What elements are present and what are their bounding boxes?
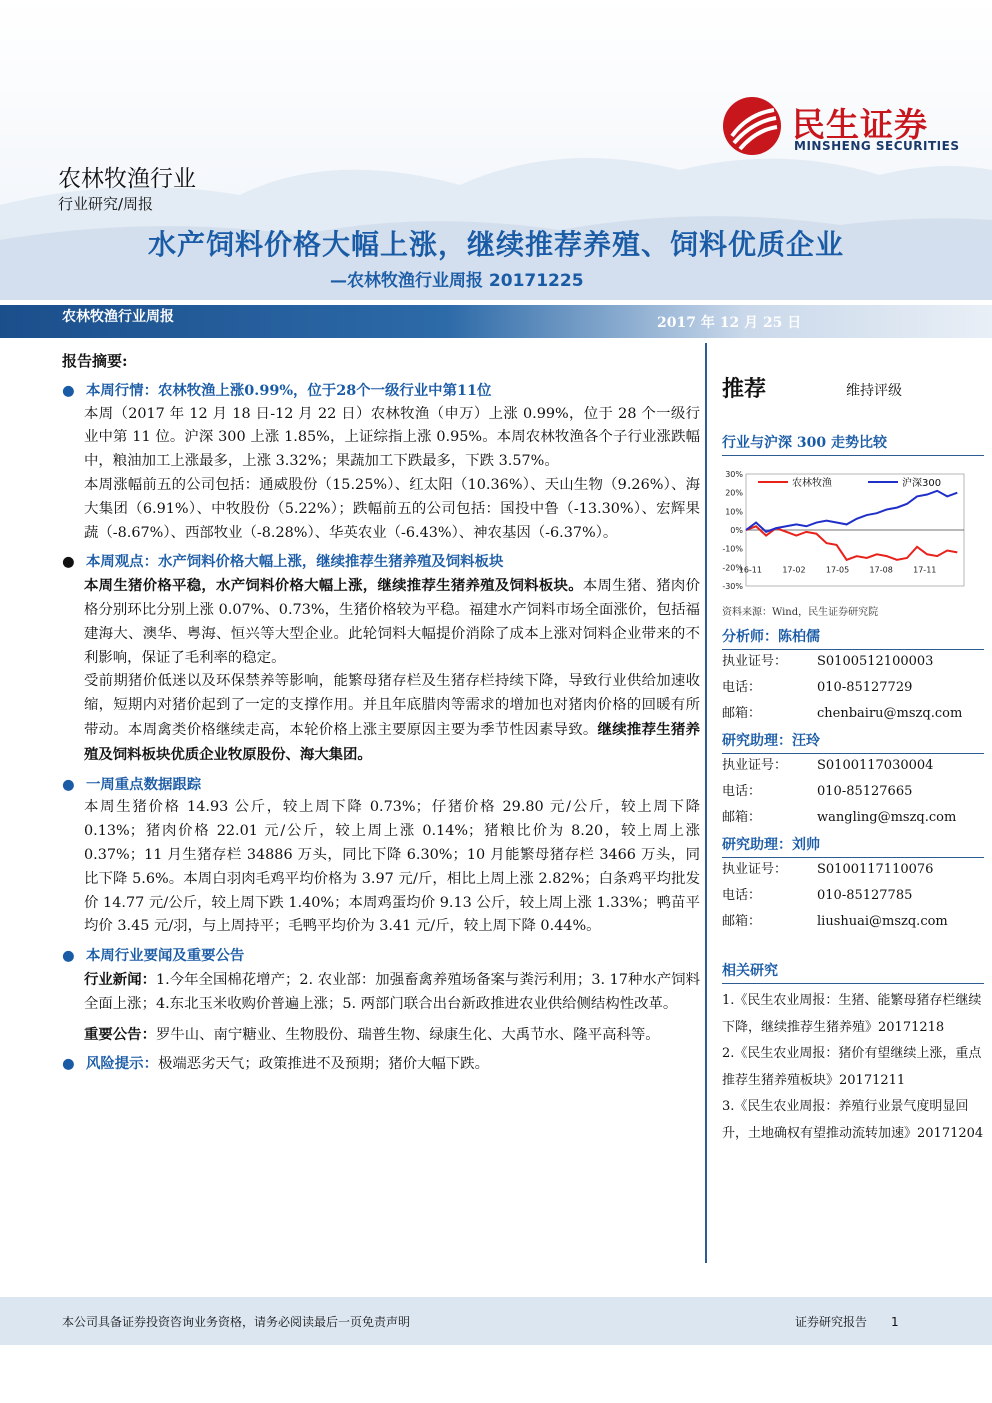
section-data xyxy=(62,773,700,797)
chart-lines xyxy=(746,491,957,560)
phone-value: 010-85127729 xyxy=(817,680,913,695)
section-view xyxy=(62,550,700,574)
related-item[interactable]: 3.《民生农业周报：养殖行业景气度明显回升，土地确权有望推动流转加速》20171204 xyxy=(722,1099,984,1141)
legend-label: 农林牧渔 xyxy=(792,478,832,489)
assistant2-title: 研究助理：刘帅 xyxy=(722,834,984,858)
rating: 推荐 xyxy=(722,377,767,402)
summary-column xyxy=(62,350,700,1077)
email-row xyxy=(722,701,984,727)
cert-label: 执业证号： xyxy=(722,862,788,877)
page-number: 1 xyxy=(891,1315,899,1329)
phone-value: 010-85127785 xyxy=(817,888,913,903)
bullet-icon: ● xyxy=(62,775,75,793)
section-news xyxy=(62,944,700,968)
report-subheadline: —农林牧渔行业周报 20171225 xyxy=(330,271,584,291)
cert-row xyxy=(722,649,984,675)
section-heading: 风险提示： xyxy=(86,1055,158,1073)
cert-value: S0100117030004 xyxy=(817,758,934,773)
email-link[interactable]: liushuai@mszq.com xyxy=(817,914,948,929)
rating-row xyxy=(722,372,984,403)
label-text: 重要公告： xyxy=(84,1025,156,1043)
email-link[interactable]: chenbairu@mszq.com xyxy=(817,706,963,721)
analyst-contact xyxy=(722,649,984,727)
paragraph xyxy=(62,1023,700,1048)
y-tick-label: 30% xyxy=(725,470,743,479)
y-tick-label: 20% xyxy=(725,488,743,498)
footer-report-label: 证券研究报告 xyxy=(795,1315,868,1329)
cert-label: 执业证号： xyxy=(722,654,788,669)
email-label: 邮箱： xyxy=(722,914,762,929)
chart-title: 行业与沪深 300 走势比较 xyxy=(722,432,984,456)
bullet-icon: ● xyxy=(62,553,75,571)
label-text: 行业新闻： xyxy=(84,970,157,988)
phone-value: 010-85127665 xyxy=(817,784,913,799)
assistant1-contact xyxy=(722,753,984,831)
section-heading: 一周重点数据跟踪 xyxy=(86,775,202,793)
x-tick-label: 17-05 xyxy=(825,565,850,575)
section-heading: 本周行业要闻及重要公告 xyxy=(86,947,245,965)
x-tick-label: 16-11 xyxy=(738,565,762,575)
x-tick-label: 17-08 xyxy=(869,565,893,575)
x-tick-label: 17-02 xyxy=(782,565,806,575)
report-date: 2017 年 12 月 25 日 xyxy=(657,315,802,331)
phone-label: 电话： xyxy=(722,680,762,695)
section-heading: 本周行情：农林牧渔上涨0.99%，位于28个一级行业中第11位 xyxy=(86,381,492,399)
section-market xyxy=(62,379,700,403)
related-list xyxy=(722,988,984,1147)
phone-label: 电话： xyxy=(722,784,762,799)
phone-label: 电话： xyxy=(722,888,762,903)
analyst-title: 分析师：陈柏儒 xyxy=(722,626,984,650)
trend-chart xyxy=(722,466,984,606)
body-text: 罗牛山、南宁糖业、生物股份、瑞普生物、绿康生化、大禹节水、隆平高科等。 xyxy=(155,1026,660,1043)
paragraph xyxy=(62,574,700,670)
phone-row xyxy=(722,675,984,701)
brand-name-en: MINSHENG SECURITIES xyxy=(794,139,960,153)
x-tick-label: 17-11 xyxy=(913,565,937,575)
y-tick-label: 10% xyxy=(725,507,743,517)
section-risk xyxy=(62,1052,700,1077)
summary-title: 报告摘要: xyxy=(62,352,128,370)
cert-row xyxy=(722,753,984,779)
y-tick-label: 0% xyxy=(730,526,743,535)
cert-value: S0100117110076 xyxy=(817,862,934,877)
related-title: 相关研究 xyxy=(722,960,984,984)
banner-report-name: 农林牧渔行业周报 xyxy=(62,309,174,325)
cert-row xyxy=(722,857,984,883)
legend-label: 沪深300 xyxy=(902,478,942,489)
footer-label xyxy=(795,1313,899,1330)
section-heading: 本周观点：水产饲料价格大幅上涨，继续推荐生猪养殖及饲料板块 xyxy=(86,553,504,571)
phone-row xyxy=(722,883,984,909)
cert-value: S0100512100003 xyxy=(817,654,934,669)
paragraph: 本周涨幅前五的公司包括：通威股份（15.25%）、红太阳（10.36%）、天山生物（9.26%）、海大集团（6.91%）、中牧股份（5.22%）；跌幅前五的公司包括：国投中鲁（-13.30%）、宏辉果蔬（-8.67%）、西部牧业（-8.28%）、华英农业（-6.43%）、神农基因（-6.37%）。 xyxy=(84,476,700,541)
series-line xyxy=(746,491,957,532)
email-label: 邮箱： xyxy=(722,810,762,825)
bullet-icon: ● xyxy=(62,1055,75,1073)
body-text: 1.今年全国棉花增产；2. 农业部：加强畜禽养殖场备案与粪污利用；3. 17种水产饲料全面上涨；4.东北玉米收购价普遍上涨；5. 两部门联合出台新政推进农业供给侧结构性改革。 xyxy=(84,971,700,1012)
report-type: 行业研究/周报 xyxy=(58,195,154,213)
risk-text: 极端恶劣天气；政策推进不及预期；猪价大幅下跌。 xyxy=(157,1056,489,1073)
paragraph xyxy=(62,968,700,1017)
assistant2-contact xyxy=(722,857,984,935)
body-text: 受前期猪价低迷以及环保禁养等影响，能繁母猪存栏及生猪存栏持续下降，导致行业供给加速收缩，短期内对猪价起到了一定的支撑作用。并且年底腊肉等需求的增加也对猪肉价格的回暖有所带动。本周禽类价格继续走高，本轮价格上涨主要原因主要为季节性因素导致。 xyxy=(84,673,700,738)
chart-source: 资料来源：Wind，民生证券研究院 xyxy=(722,607,879,618)
related-item[interactable]: 2.《民生农业周报：猪价有望继续上涨，重点推荐生猪养殖板块》20171211 xyxy=(722,1046,982,1088)
report-headline: 水产饲料价格大幅上涨，继续推荐养殖、饲料优质企业 xyxy=(147,228,844,261)
y-tick-label: -30% xyxy=(722,582,743,591)
column-divider xyxy=(705,343,707,1263)
assistant1-title: 研究助理：汪玲 xyxy=(722,730,984,754)
bullet-icon: ● xyxy=(62,381,75,399)
bullet-icon: ● xyxy=(62,947,75,965)
brand-name-cn: 民生证券 xyxy=(792,105,928,144)
y-tick-label: -20% xyxy=(722,563,743,573)
industry-title: 农林牧渔行业 xyxy=(58,166,196,192)
cert-label: 执业证号： xyxy=(722,758,788,773)
paragraph xyxy=(62,670,700,767)
email-row xyxy=(722,909,984,935)
y-tick-label: -10% xyxy=(722,544,743,554)
emphasis-text: 继续推荐生猪养殖及饲料板块优质企业牧原股份、海大集团。 xyxy=(84,720,700,763)
related-item[interactable]: 1.《民生农业周报：生猪、能繁母猪存栏继续下降，继续推荐生猪养殖》20171218 xyxy=(722,993,982,1035)
footer-disclaimer: 本公司具备证券投资咨询业务资格，请务必阅读最后一页免责声明 xyxy=(62,1315,411,1329)
series-line xyxy=(746,526,957,560)
paragraph: 本周（2017 年 12 月 18 日-12 月 22 日）农林牧渔（申万）上涨 0.99%，位于 28 个一级行业中第 11 位。沪深 300 上涨 1.85%，上证综指上涨 0.95%。本周农林牧渔各个子行业涨跌幅中，粮油加工上涨最多，上涨 3.32%；果蔬加工下跌最多，下跌 3.57%。 xyxy=(84,405,700,470)
body-text: 本周生猪、猪肉价格分别环比分别上涨 0.07%、0.73%，生猪价格较为平稳。福建水产饲料市场全面涨价，包括福建海大、澳华、粤海、恒兴等大型企业。此轮饲料大幅提价消除了成本上涨对饲料企业带来的不利影响，保证了毛利率的稳定。 xyxy=(84,578,700,666)
minsheng-logo-icon xyxy=(722,96,782,156)
sidebar xyxy=(722,360,984,1240)
paragraph: 本周生猪价格 14.93 公斤，较上周下降 0.73%；仔猪价格 29.80 元/公斤，较上周下降 0.13%；猪肉价格 22.01 元/公斤，较上周上涨 0.14%；猪粮比价为 8.20，较上周上涨 0.37%；11 月生猪存栏 34886 万头，同比下降 6.30%；10 月能繁母猪存栏 3466 万头，同比下降 5.6%。本周白羽肉毛鸡平均价格为 3.97 元/斤，相比上周上涨 2.82%；白条鸡平均批发价 14.77 元/公斤，较上周下跌 1.40%；本周鸡蛋均价 9.13 公斤，较上周上涨 1.33%；鸭苗平均价 3.45 元/羽，与上周持平；毛鸭平均价为 3.41 元/斤，较上周下降 0.44%。 xyxy=(84,799,700,935)
email-link[interactable]: wangling@mszq.com xyxy=(817,810,957,825)
emphasis-text: 本周生猪价格平稳，水产饲料价格大幅上涨，继续推荐生猪养殖及饲料板块。 xyxy=(84,577,583,595)
email-label: 邮箱： xyxy=(722,706,762,721)
phone-row xyxy=(722,779,984,805)
rating-note: 维持评级 xyxy=(846,383,902,399)
chart-legend xyxy=(758,476,941,489)
email-row xyxy=(722,805,984,831)
